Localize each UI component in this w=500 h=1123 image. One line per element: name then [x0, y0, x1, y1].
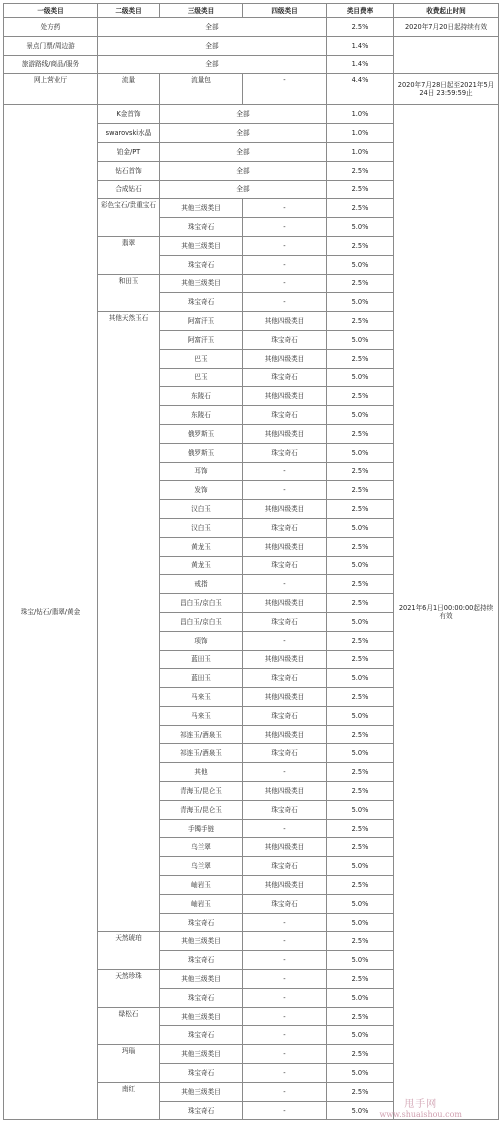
cell-l4: - [243, 631, 327, 650]
cell-l4: - [243, 293, 327, 312]
cell-rate: 2.5% [327, 387, 394, 406]
cell-rate: 2.5% [327, 349, 394, 368]
cell-l4: - [243, 1101, 327, 1120]
cell-l4: - [243, 236, 327, 255]
cell-rate: 5.0% [327, 612, 394, 631]
cell-l3: 其他三级类目 [160, 932, 243, 951]
cell-l4: 珠宝奇石 [243, 669, 327, 688]
cell-l4: - [243, 218, 327, 237]
cell-l3: 汉白玉 [160, 500, 243, 519]
cell-merged: 全部 [98, 36, 327, 55]
cell-l4: 珠宝奇石 [243, 443, 327, 462]
cell-l4: 珠宝奇石 [243, 894, 327, 913]
cell-l4: 其他四级类目 [243, 876, 327, 895]
cell-rate: 2.5% [327, 725, 394, 744]
cell-merged: 全部 [160, 180, 327, 199]
cell-l3: 汉白玉 [160, 518, 243, 537]
cell-rate: 2.5% [327, 180, 394, 199]
cell-rate: 2.5% [327, 199, 394, 218]
cell-l3: 手镯手链 [160, 819, 243, 838]
cell-l3: 耳饰 [160, 462, 243, 481]
cell-l3: 昌白玉/京白玉 [160, 612, 243, 631]
cell-l4: 珠宝奇石 [243, 706, 327, 725]
cell-rate: 1.0% [327, 105, 394, 124]
cell-l4: 其他四级类目 [243, 312, 327, 331]
cell-l4: - [243, 74, 327, 105]
cell-rate: 1.0% [327, 142, 394, 161]
cell-l4: - [243, 575, 327, 594]
cell-l4: - [243, 199, 327, 218]
cell-l4: - [243, 481, 327, 500]
cell-l4: - [243, 274, 327, 293]
cell-rate: 2.5% [327, 161, 394, 180]
header-rate: 类目费率 [327, 4, 394, 18]
cell-l4: 珠宝奇石 [243, 744, 327, 763]
cell-rate: 2.5% [327, 782, 394, 801]
cell-l3: 祁连玉/酒泉玉 [160, 744, 243, 763]
cell-l4: 珠宝奇石 [243, 556, 327, 575]
cell-l3: 其他三级类目 [160, 274, 243, 293]
cell-rate: 2.5% [327, 1082, 394, 1101]
cell-l1: 处方药 [4, 18, 98, 37]
cell-rate: 2.5% [327, 575, 394, 594]
cell-l4: - [243, 819, 327, 838]
cell-rate: 2.5% [327, 819, 394, 838]
header-row [4, 4, 499, 18]
cell-l4: 珠宝奇石 [243, 368, 327, 387]
cell-l4: 其他四级类目 [243, 500, 327, 519]
cell-rate: 2.5% [327, 274, 394, 293]
cell-merged: 全部 [160, 105, 327, 124]
cell-l4: 其他四级类目 [243, 387, 327, 406]
cell-l3: 珠宝奇石 [160, 218, 243, 237]
table-row [4, 18, 499, 37]
watermark-url: www.shuaishou.com [379, 1110, 462, 1119]
cell-l2: 钻石首饰 [98, 161, 160, 180]
cell-rate: 5.0% [327, 1026, 394, 1045]
table-row [4, 36, 499, 55]
header-l4: 四级类目 [243, 4, 327, 18]
cell-rate: 2.5% [327, 650, 394, 669]
cell-l3: 东陵石 [160, 387, 243, 406]
cell-rate: 5.0% [327, 330, 394, 349]
cell-l3: 阿富汗玉 [160, 330, 243, 349]
cell-l3: 巴玉 [160, 368, 243, 387]
cell-rate: 2.5% [327, 18, 394, 37]
cell-l3: 黄龙玉 [160, 537, 243, 556]
cell-rate: 5.0% [327, 800, 394, 819]
cell-rate: 1.4% [327, 55, 394, 74]
cell-l4: 其他四级类目 [243, 594, 327, 613]
cell-l2: 彩色宝石/贵重宝石 [98, 199, 160, 237]
cell-l3: 其他三级类目 [160, 1082, 243, 1101]
cell-rate: 5.0% [327, 443, 394, 462]
cell-l3: 青海玉/昆仑玉 [160, 800, 243, 819]
cell-l3: 其他三级类目 [160, 970, 243, 989]
cell-rate: 2.5% [327, 537, 394, 556]
cell-l3: 马来玉 [160, 688, 243, 707]
cell-l4: - [243, 1045, 327, 1064]
cell-rate: 5.0% [327, 1101, 394, 1120]
cell-l4: 其他四级类目 [243, 688, 327, 707]
cell-l3: 项饰 [160, 631, 243, 650]
cell-rate: 4.4% [327, 74, 394, 105]
cell-l4: 珠宝奇石 [243, 612, 327, 631]
cell-rate: 2.5% [327, 424, 394, 443]
cell-rate: 2.5% [327, 1045, 394, 1064]
cell-l4: 珠宝奇石 [243, 406, 327, 425]
cell-l3: 其他 [160, 763, 243, 782]
cell-l2: 和田玉 [98, 274, 160, 312]
cell-l1: 珠宝/钻石/翡翠/黄金 [4, 105, 98, 1120]
cell-l1: 景点门票/周边游 [4, 36, 98, 55]
cell-l2: 天然珍珠 [98, 970, 160, 1008]
cell-l3: 岫岩玉 [160, 876, 243, 895]
cell-l3: 昌白玉/京白玉 [160, 594, 243, 613]
cell-l2: 合成钻石 [98, 180, 160, 199]
cell-rate: 2.5% [327, 688, 394, 707]
cell-l2: 绿松石 [98, 1007, 160, 1045]
cell-l4: 珠宝奇石 [243, 330, 327, 349]
cell-l4: 其他四级类目 [243, 725, 327, 744]
watermark-title: 甩手网 [404, 1099, 438, 1110]
header-l2: 二级类目 [98, 4, 160, 18]
cell-rate: 1.0% [327, 124, 394, 143]
cell-rate: 2.5% [327, 481, 394, 500]
cell-time: 2020年7月20日起持续有效 [394, 18, 499, 37]
cell-l4: 其他四级类目 [243, 424, 327, 443]
cell-rate: 5.0% [327, 706, 394, 725]
header-l1: 一级类目 [4, 4, 98, 18]
cell-rate: 5.0% [327, 894, 394, 913]
watermark-logo [379, 1095, 462, 1119]
cell-rate: 5.0% [327, 744, 394, 763]
cell-l3: 其他三级类目 [160, 1045, 243, 1064]
cell-l3: 珠宝奇石 [160, 951, 243, 970]
cell-l4: - [243, 1007, 327, 1026]
cell-l3: 其他三级类目 [160, 1007, 243, 1026]
header-time: 收费起止时间 [394, 4, 499, 18]
cell-rate: 2.5% [327, 631, 394, 650]
cell-l2: 南红 [98, 1082, 160, 1120]
cell-l3: 珠宝奇石 [160, 913, 243, 932]
cell-merged: 全部 [98, 18, 327, 37]
cell-rate: 2.5% [327, 594, 394, 613]
cell-l1: 旅游路线/商品/服务 [4, 55, 98, 74]
cell-l3: 其他三级类目 [160, 199, 243, 218]
cell-l4: - [243, 970, 327, 989]
cell-time-empty [394, 36, 499, 74]
cell-l3: 岫岩玉 [160, 894, 243, 913]
cell-l3: 乌兰翠 [160, 838, 243, 857]
cell-rate: 5.0% [327, 669, 394, 688]
cell-l3: 东陵石 [160, 406, 243, 425]
cell-l3: 乌兰翠 [160, 857, 243, 876]
cell-merged: 全部 [160, 142, 327, 161]
cell-l2: swarovski水晶 [98, 124, 160, 143]
cell-rate: 5.0% [327, 368, 394, 387]
cell-l2: 天然琥珀 [98, 932, 160, 970]
cell-l4: - [243, 1082, 327, 1101]
cell-rate: 5.0% [327, 988, 394, 1007]
table-row [4, 74, 499, 105]
cell-l3: 阿富汗玉 [160, 312, 243, 331]
cell-l2: 玛瑙 [98, 1045, 160, 1083]
cell-l3: 流量包 [160, 74, 243, 105]
cell-l4: 珠宝奇石 [243, 857, 327, 876]
header-l3: 三级类目 [160, 4, 243, 18]
cell-rate: 2.5% [327, 970, 394, 989]
cell-rate: 5.0% [327, 556, 394, 575]
cell-l3: 珠宝奇石 [160, 988, 243, 1007]
cell-merged: 全部 [160, 161, 327, 180]
cell-l4: - [243, 763, 327, 782]
cell-l3: 马来玉 [160, 706, 243, 725]
cell-l4: - [243, 951, 327, 970]
cell-l4: - [243, 913, 327, 932]
cell-l3: 其他三级类目 [160, 236, 243, 255]
cell-rate: 2.5% [327, 500, 394, 519]
table-body [4, 18, 499, 1120]
cell-l3: 发饰 [160, 481, 243, 500]
cell-l3: 戒指 [160, 575, 243, 594]
cell-l4: - [243, 988, 327, 1007]
cell-l3: 蓝田玉 [160, 669, 243, 688]
cell-rate: 2.5% [327, 1007, 394, 1026]
cell-rate: 5.0% [327, 293, 394, 312]
cell-l3: 珠宝奇石 [160, 1026, 243, 1045]
cell-l3: 蓝田玉 [160, 650, 243, 669]
cell-l3: 祁连玉/酒泉玉 [160, 725, 243, 744]
cell-l3: 珠宝奇石 [160, 1064, 243, 1083]
cell-rate: 2.5% [327, 312, 394, 331]
cell-rate: 5.0% [327, 913, 394, 932]
cell-l3: 黄龙玉 [160, 556, 243, 575]
cell-rate: 5.0% [327, 951, 394, 970]
cell-rate: 2.5% [327, 932, 394, 951]
cell-l4: 其他四级类目 [243, 537, 327, 556]
cell-l2: 其他天然玉石 [98, 312, 160, 932]
cell-rate: 1.4% [327, 36, 394, 55]
cell-l3: 青海玉/昆仑玉 [160, 782, 243, 801]
cell-l2: 翡翠 [98, 236, 160, 274]
cell-l1: 网上营业厅 [4, 74, 98, 105]
cell-rate: 2.5% [327, 462, 394, 481]
cell-rate: 2.5% [327, 838, 394, 857]
cell-rate: 5.0% [327, 857, 394, 876]
cell-l4: 其他四级类目 [243, 838, 327, 857]
cell-l2: 流量 [98, 74, 160, 105]
cell-rate: 2.5% [327, 236, 394, 255]
cell-time: 2020年7月28日起至2021年5月24日 23:59:59止 [394, 74, 499, 105]
cell-rate: 2.5% [327, 763, 394, 782]
cell-rate: 5.0% [327, 518, 394, 537]
cell-l4: 珠宝奇石 [243, 800, 327, 819]
cell-rate: 5.0% [327, 406, 394, 425]
cell-l2: 铂金/PT [98, 142, 160, 161]
cell-l4: 其他四级类目 [243, 349, 327, 368]
cell-l4: 其他四级类目 [243, 650, 327, 669]
cell-l4: - [243, 1026, 327, 1045]
cell-l4: 其他四级类目 [243, 782, 327, 801]
cell-l4: - [243, 462, 327, 481]
cell-l4: 珠宝奇石 [243, 518, 327, 537]
cell-merged: 全部 [160, 124, 327, 143]
cell-rate: 5.0% [327, 1064, 394, 1083]
cell-merged: 全部 [98, 55, 327, 74]
cell-l2: K金首饰 [98, 105, 160, 124]
cell-rate: 5.0% [327, 218, 394, 237]
cell-rate: 2.5% [327, 876, 394, 895]
cell-l4: - [243, 932, 327, 951]
cell-l4: - [243, 1064, 327, 1083]
cell-l3: 珠宝奇石 [160, 1101, 243, 1120]
cell-rate: 5.0% [327, 255, 394, 274]
fee-rate-table [3, 3, 499, 1120]
cell-l3: 俄罗斯玉 [160, 424, 243, 443]
cell-l3: 珠宝奇石 [160, 293, 243, 312]
table-row [4, 105, 499, 124]
cell-l3: 巴玉 [160, 349, 243, 368]
cell-l3: 俄罗斯玉 [160, 443, 243, 462]
cell-l3: 珠宝奇石 [160, 255, 243, 274]
cell-l4: - [243, 255, 327, 274]
cell-time: 2021年6月1日00:00:00起持续有效 [394, 105, 499, 1120]
